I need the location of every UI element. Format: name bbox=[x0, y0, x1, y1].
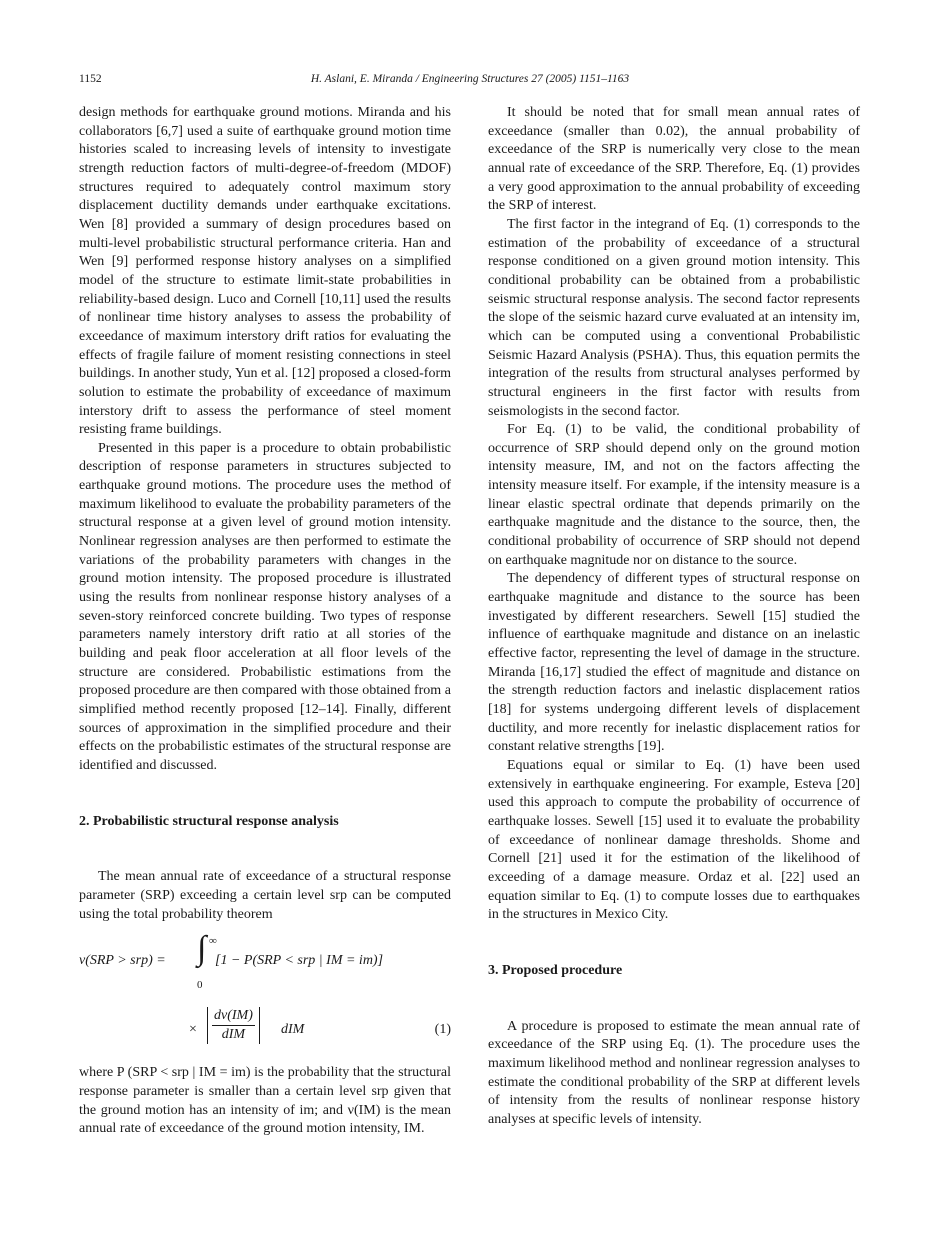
page-number: 1152 bbox=[79, 73, 102, 85]
paragraph: design methods for earthquake ground motions. Miranda and his collaborators [6,7] used a suite of earthquake ground motion time histories scaled to increasing levels of intensity to investigate strength reduction factors of multi-degree-of-freedom (MDOF) structures required to adequately control maximum story displacement ductility demands under earthquake excitations. Wen [8] provided a summary of design procedures based on multi-level probabilistic structural performance criteria. Han and Wen [9] performed response history analyses on a simplified model of the structure to estimate limit-state probabilities in reliability-based design. Luco and Cornell [10,11] used the results of nonlinear time history analyses to assess the probability of exceedance of maximum interstory drift ratios for evaluating the effects of fragile failure of moment resisting connections in steel buildings. In another study, Yun et al. [12] proposed a closed-form solution to estimate the probability of exceedance of maximum interstory drift to assess the performance of steel moment resisting frame buildings. bbox=[79, 105, 451, 438]
equation-differential: dIM bbox=[281, 1022, 305, 1038]
equation-1 bbox=[79, 932, 451, 1058]
section-heading: 3. Proposed procedure bbox=[488, 962, 623, 978]
integral-lower-limit: 0 bbox=[197, 979, 203, 992]
running-head: H. Aslani, E. Miranda / Engineering Structures 27 (2005) 1151–1163 bbox=[310, 73, 630, 85]
paragraph: For Eq. (1) to be valid, the conditional probability of occurrence of SRP should depend only on the ground motion intensity measure, IM, and not on the factors affecting the intensity measure itself. For example, if the intensity measure is a linear elastic spectral ordinate that depends primarily on the earthquake magnitude and the distance to the source, then, the conditional probability of occurrence of SRP should not depend on earthquake magnitude nor on distance to the source. bbox=[488, 422, 860, 568]
paragraph: It should be noted that for small mean annual rates of exceedance (smaller than 0.02), the annual probability of exceedance of the SRP is numerically very close to the mean annual rate of exceedance of the SRP. Therefore, Eq. (1) provides a very good approximation to the annual probability of exceeding the SRP of interest. bbox=[488, 105, 860, 214]
integral-upper-limit: ∞ bbox=[209, 935, 217, 948]
times-symbol: × bbox=[189, 1022, 197, 1038]
fraction-numerator: dν(IM) bbox=[212, 1007, 255, 1026]
paragraph: The mean annual rate of exceedance of a structural response parameter (SRP) exceeding a certain level srp can be computed using the total probability theorem bbox=[79, 869, 451, 922]
paragraph: where P (SRP < srp | IM = im) is the probability that the structural response parameter is smaller than a certain level srp given that the ground motion has an intensity of im; and ν(IM) is the mean annual rate of exceedance of the ground motion intensity, IM. bbox=[79, 1065, 451, 1137]
page-header bbox=[79, 73, 861, 91]
section-heading: 2. Probabilistic structural response analysis bbox=[79, 813, 339, 829]
paragraph: The first factor in the integrand of Eq. (1) corresponds to the estimation of the probability of exceedance of a structural response conditioned on a given ground motion intensity. This conditional probability can be obtained from a probabilistic seismic structural response analysis. The second factor represents the slope of the seismic hazard curve evaluated at an intensity im, which can be computed using a conventional Probabilistic Seismic Hazard Analysis (PSHA). Thus, this equation permits the integration of the results from structural analyses performed by structural engineers in the first factor with results from seismologists in the second factor. bbox=[488, 216, 860, 419]
equation-integrand: [1 − P(SRP < srp | IM = im)] bbox=[215, 953, 384, 969]
paragraph: Presented in this paper is a procedure to obtain probabilistic description of response parameters in structures subjected to earthquake ground motions. The procedure uses the method of maximum likelihood to evaluate the probability parameters of the structural response at a given level of ground motion intensity. Nonlinear regression analyses are then performed to estimate the variations of the probability parameters with changes in the ground motion intensity. The proposed procedure is illustrated using the results from nonlinear response history analyses of a seven-story reinforced concrete building. Two types of response parameters namely interstory drift ratio at all stories of the building and peak floor acceleration at all floor levels of the structure are considered. Probabilistic estimations from the proposed procedure are then compared with those obtained from a simplified method recently proposed [12–14]. Finally, different sources of approximation in the simplified procedure and their effects on the probabilistic estimates of the structural response are identified and discussed. bbox=[79, 440, 451, 773]
paragraph: A procedure is proposed to estimate the mean annual rate of exceedance of the SRP using Eq. (1). The procedure uses the maximum likelihood method and nonlinear regression analyses to estimate the conditional probability of the SRP at different levels of intensity from the results of nonlinear response history analyses at specific levels of intensity. bbox=[488, 1018, 860, 1127]
equation-fraction bbox=[207, 1007, 260, 1044]
paragraph: Equations equal or similar to Eq. (1) have been used extensively in earthquake engineering. For example, Esteva [20] used this approach to compute the probability of occurrence of earthquake losses. Sewell [15] used it to evaluate the probability of exceedance of nonlinear damage thresholds. Shome and Cornell [21] used it for the estimation of the likelihood of exceeding of a damage measure. Ordaz et al. [22] used an equation similar to Eq. (1) to compute losses due to earthquakes in the structures in Mexico City. bbox=[488, 757, 860, 923]
equation-number: (1) bbox=[434, 1022, 451, 1038]
integral-sign-icon: ∫ bbox=[197, 930, 207, 968]
equation-lhs: ν(SRP > srp) = bbox=[79, 953, 166, 969]
paragraph: The dependency of different types of structural response on earthquake magnitude and distance to the source has been investigated by different researchers. Sewell [15] studied the influence of earthquake magnitude and distance on an inelastic effective factor, representing the level of damage in the structure. Miranda [16,17] studied the effect of magnitude and distance on the strength reduction factors and inelastic displacement ratios [18] for systems undergoing different levels of displacement ductility, and more recently for inelastic displacement ratios for constant relative strengths [19]. bbox=[488, 571, 860, 755]
right-column bbox=[488, 104, 860, 1129]
left-column bbox=[79, 104, 451, 1139]
fraction-denominator: dIM bbox=[221, 1027, 246, 1043]
